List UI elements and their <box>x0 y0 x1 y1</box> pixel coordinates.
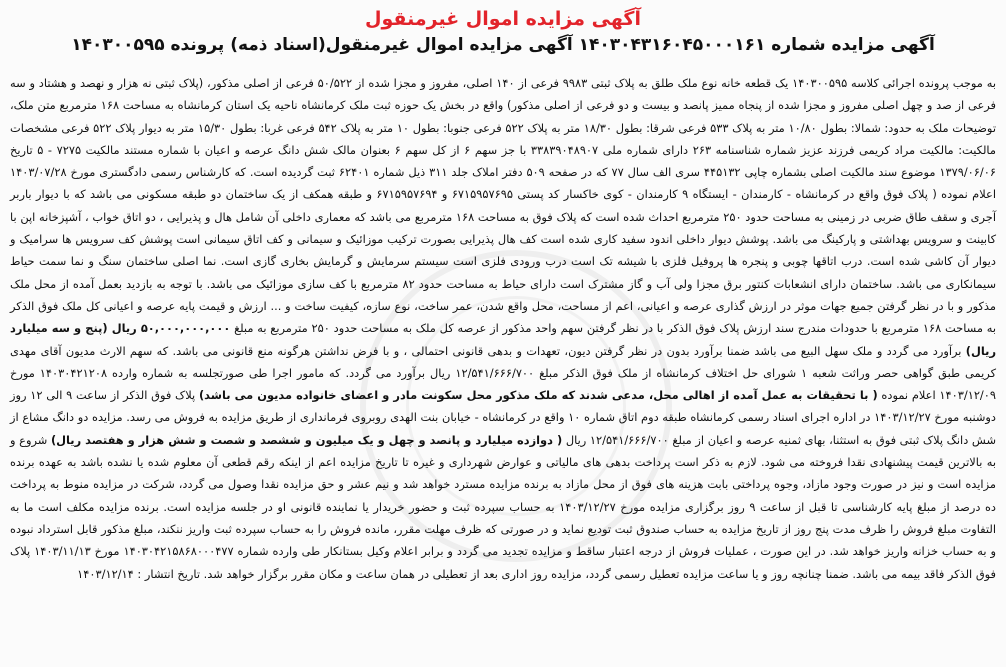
notice-subtitle: آگهی مزایده شماره ۱۴۰۳۰۴۳۱۶۰۴۵۰۰۰۱۶۱ آگهی مزایده اموال غیرمنقول(اسناد ذمه) پرونده ۱۴۰۳۰۰۵۹۵ <box>71 35 935 55</box>
notice-title: آگهی مزایده اموال غیرمنقول <box>365 8 641 30</box>
body-text-part-3: پلاک فوق الذکر از ساعت ۹ الی ۱۲ روز دوشنبه مورخ ۱۴۰۳/۱۲/۲۷ در اداره اجرای اسناد رسمی کرمانشاه طبقه دوم اتاق شماره ۱۰ واقع در کرمانشاه - خیابان بنت الهدی روبروی فرمانداری از طریق مزایده به فروش می رسد. مزایده دو دانگ مشاع از شش دانگ پلاک ثبتی فوق به استثنا، بهای ثمنیه عرصه و اعیان از مبلغ ۱۲/۵۴۱/۶۶۶/۷۰۰ ریال <box>10 388 997 447</box>
body-text-part-2: برآورد می گردد و ملک سهل البیع می باشد ضمنا برآورد بدون در نظر گرفتن دیون، تعهدات و بدهی قانونی احتمالی ، و با فرض نداشتن هرگونه منع قانونی می باشد. که سهم الارث مدیون آقای مهدی کریمی طبق گواهی حصر وراثت شعبه ۱ شورای حل اختلاف کرمانشاه از ملک فوق الذکر مبلغ ۱۲/۵۴۱/۶۶۶/۷۰۰ ریال برآورد می گردد. که مامور اجرا طی صورتجلسه به شماره وارده ۱۴۰۳۰۴۲۱۲۰۸ مورخ ۱۴۰۳/۱۲/۰۹ اعلام نموده <box>10 343 997 403</box>
body-text-part-1: به موجب پرونده اجرائی کلاسه ۱۴۰۳۰۰۵۹۵ یک قطعه خانه نوع ملک طلق به پلاک ثبتی ۹۹۸۳ فرعی از ۱۴۰ اصلی، مفروز و مجزا شده از ۵۰/۵۲۲ فرعی از اصلی مذکور، (پلاک ثبتی نه هزار و نهصد و هشتاد و سه فرعی از صد و چهل اصلی مفروز و مجزا شده از پنجاه ممیز پانصد و بیست و دو فرعی از اصلی مذکور) واقع در بخش یک حوزه ثبت ملک کرمانشاه ناحیه یک استان کرمانشاه به مساحت ۱۶۸ مترمربع متن ملک، توضیحات ملک به حدود: شمالا: بطول ۱۰/۸۰ متر به پلاک ۵۳۳ فرعی شرقا: بطول ۱۸/۳۰ متر به پلاک ۵۲۲ فرعی جنوبا: بطول ۱۰ متر به پلاک ۵۴۲ فرعی غربا: بطول ۱۵/۳۰ متر به دیوار پلاک ۵۲۲ فرعی مشخصات مالکیت: مالکیت مراد کریمی فرزند عزیز شماره شناسنامه ۲۶۳ دارای شماره ملی ۳۳۸۳۹۰۴۸۹۰۷ با جز سهم ۶ از کل سهم ۶ بعنوان مالک شش دانگ عرصه و اعیان با شماره مستند مالکیت ۷۲۷۵ - ۵ تاریخ ۱۳۷۹/۰۶/۰۶ موضوع سند مالکیت اصلی بشماره چاپی ۴۴۵۱۳۲ سری الف سال ۷۷ که در صفحه ۵۰۹ دفتر املاک جلد ۳۱۱ ذیل شماره ۶۲۴۰۱ ثبت گردیده است. که کارشناس رسمی دادگستری مورخ ۱۴۰۳/۰۷/۲۸ اعلام نموده ( پلاک فوق واقع در کرمانشاه - کارمندان - ایستگاه ۹ کارمندان - کوی خاکسار کد پستی ۶۷۱۵۹۵۷۶۹۵ و ۶۷۱۵۹۵۷۶۹۴ و طبقه همکف از یک ساختمان دو طبقه مسکونی می باشد که با دیوار باربر آجری و سقف طاق ضربی در زمینی به مساحت حدود ۲۵۰ مترمربع احداث شده است که پلاک فوق به مساحت ۱۶۸ مترمربع می باشد که معماری داخلی آن شامل هال و پذیرایی ، دو اتاق خواب ، آشپزخانه اپن با کابینت و سرویس بهداشتی و پارکینگ می باشد. پوشش دیوار داخلی اندود سفید کاری شده است کف هال پذیرایی بصورت ترکیب موزائیک و سیمانی و کف اتاق سیمانی است پوشش کف سرویس ها سرامیک و دیوار آن کاشی شده است. درب اتاقها چوبی و پنجره ها پروفیل فلزی با شیشه تک است درب ورودی فلزی است سیستم سرمایش و گرمایش بخاری گازی است. نما اصلی ساختمان سنگ و نما سمت حیاط سیمانکاری می باشد. ساختمان دارای انشعابات کنتور برق مجزا ولی آب و گاز مشترک است دارای حیاط به مساحت حدود ۸۲ مترمربع با کف سازی موزائیک می باشد. با توجه به بازدید بعمل آمده از محل ملک مذکور و با در نظر گرفتن جمیع جهات موثر در ارزش گذاری عرصه و اعیانی، اعم از مساحت، محل واقع شدن، عمر ساخت، نوع سازه، کیفیت ساخت و ... ارزش و قیمت پایه عرصه و اعیانی کل ملک فوق الذکر به مساحت ۱۶۸ مترمربع با حدودات مندرج سند ارزش پلاک فوق الذکر با در نظر گرفتن سهم واحد مذکور از عرصه کل ملک به مساحت حدود ۲۵۰ مترمربع به مبلغ <box>10 76 997 336</box>
notice-body <box>8 72 998 585</box>
starting-price-words-bold: ( دوازده میلیارد و پانصد و چهل و یک میلیون و ششصد و شصت و شش هزار و هفتصد ریال) <box>50 432 563 447</box>
base-price-bold: ۵۰,۰۰۰,۰۰۰,۰۰۰ ریال (پنج و سه میلیارد ریال) <box>10 321 996 358</box>
body-text-part-4: شروع و به بالاترین قیمت پیشنهادی نقدا فروخته می شود. لازم به ذکر است پرداخت بدهی های مالیاتی و عوارض شهرداری و غیره تا تاریخ مزایده اعم از اینکه رقم قطعی آن معلوم شده یا نشده باشد به عهده برنده مزایده است و نیز در صورت وجود مازاد، وجوه پرداختی بابت هزینه های فوق از محل مازاد به برنده مزایده مسترد خواهد شد و نیم عشر و حق مزایده نقدا وصول می گردد، شرکت در مزایده منوط به پرداخت ده درصد از مبلغ پایه کارشناسی تا قبل از ساعت ۹ روز برگزاری مزایده مورخ ۱۴۰۳/۱۲/۲۷ به حساب سپرده ثبت و حضور خریدار یا نماینده قانونی او در جلسه مزایده است. برنده مزایده مکلف است ما به التفاوت مبلغ فروش را ظرف مدت پنج روز از تاریخ مزایده به حساب صندوق ثبت تودیع نماید و در صورتی که ظرف مهلت مقرر، مانده فروش را به حساب سپرده ثبت واریز ننکند، مبلغ مذکور قابل استرداد نبوده و به حساب خزانه واریز خواهد شد. در این صورت ، عملیات فروش از درجه اعتبار ساقط و مزایده تجدید می گردد و برابر اعلام وکیل بستانکار طی وارده شماره ۱۴۰۳۰۴۲۱۵۸۶۸۰۰۰۴۷۷ مورخ ۱۴۰۳/۱۱/۱۳ پلاک فوق الذکر فاقد بیمه می باشد. ضمنا چنانچه روز و یا ساعت مزایده تعطیل رسمی گردد، مزایده روز اداری بعد از تعطیلی در همان ساعت و مکان مقرر برگزار خواهد شد. تاریخ انتشار : ۱۴۰۳/۱۲/۱۴ <box>10 432 997 581</box>
occupancy-note-bold: ( با تحقیقات به عمل آمده از اهالی محل، مدعی شدند که ملک مذکور محل سکونت مادر و اعضای خانواده مدیون می باشد) <box>198 388 878 403</box>
